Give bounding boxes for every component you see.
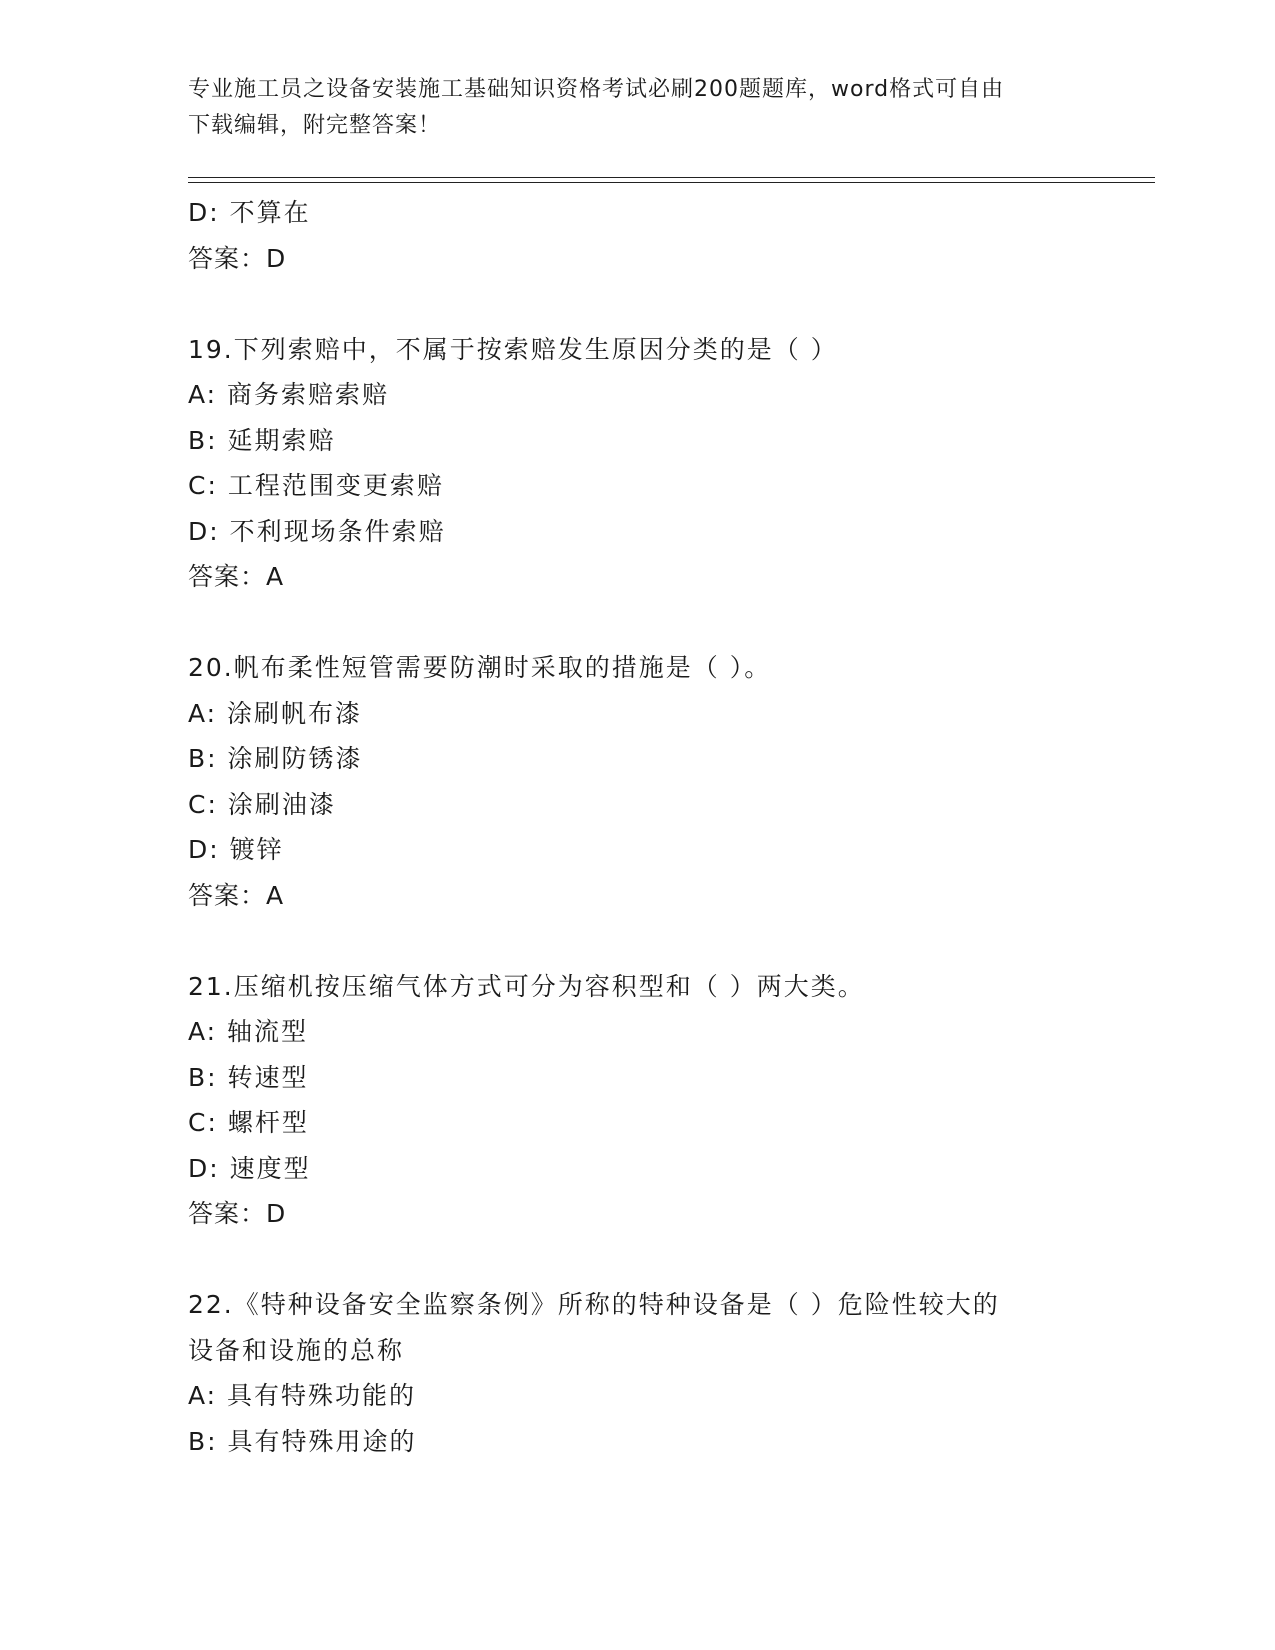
option-d: D: 速度型	[188, 1153, 311, 1183]
option-c: C: 螺杆型	[188, 1108, 309, 1137]
prev-option-d: D: 不算在	[188, 198, 311, 227]
option-a: A: 商务索赔索赔	[188, 380, 390, 409]
option-c: C: 工程范围变更索赔	[188, 471, 444, 500]
option-b: B: 涂刷防锈漆	[188, 744, 363, 773]
header-divider-top	[188, 177, 1155, 178]
option-b: B: 转速型	[188, 1062, 309, 1092]
header-line-2: 下载编辑，附完整答案！	[188, 113, 442, 138]
question-stem: 20.帆布柔性短管需要防潮时采取的措施是（ ）。	[188, 653, 772, 682]
question-stem: 22.《特种设备安全监察条例》所称的特种设备是（ ）危险性较大的	[188, 1290, 1000, 1319]
option-b: B: 延期索赔	[188, 425, 336, 455]
spacer	[188, 918, 1088, 964]
spacer	[188, 281, 1088, 327]
answer: 答案：D	[188, 1199, 287, 1228]
spacer	[188, 1237, 1088, 1283]
question-content	[188, 190, 1088, 1464]
option-a: A: 轴流型	[188, 1017, 309, 1046]
option-c: C: 涂刷油漆	[188, 789, 336, 819]
question-stem: 19.下列索赔中，不属于按索赔发生原因分类的是（ ）	[188, 334, 838, 364]
option-b: B: 具有特殊用途的	[188, 1426, 417, 1456]
option-d: D: 镀锌	[188, 835, 284, 864]
header-line-1: 专业施工员之设备安装施工基础知识资格考试必刷200题题库，word格式可自由	[188, 77, 1005, 102]
prev-answer: 答案：D	[188, 243, 287, 273]
option-a: A: 涂刷帆布漆	[188, 698, 363, 728]
question-stem-continued: 设备和设施的总称	[188, 1335, 405, 1365]
question-20	[188, 645, 1088, 918]
option-a: A: 具有特殊功能的	[188, 1381, 417, 1410]
question-21	[188, 964, 1088, 1237]
spacer	[188, 600, 1088, 646]
question-stem: 21.压缩机按压缩气体方式可分为容积型和（ ）两大类。	[188, 971, 865, 1001]
answer: 答案：A	[188, 880, 285, 910]
question-19	[188, 327, 1088, 600]
header-divider-bottom	[188, 182, 1155, 183]
document-header	[188, 72, 1088, 144]
question-22	[188, 1282, 1088, 1464]
answer: 答案：A	[188, 562, 285, 591]
option-d: D: 不利现场条件索赔	[188, 516, 446, 546]
